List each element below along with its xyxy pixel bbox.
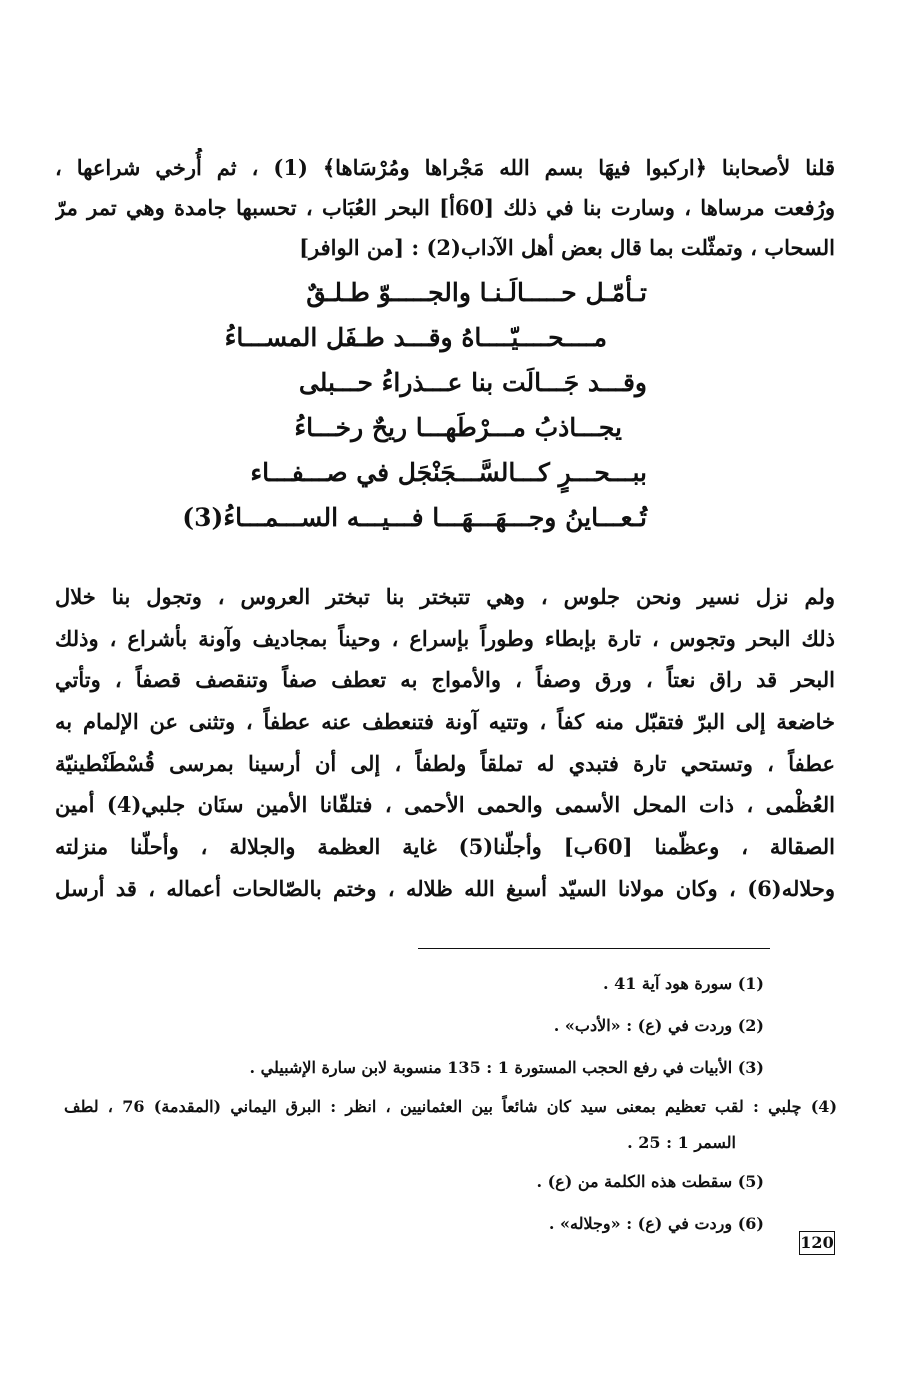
footnote-5: (5) سقطت هذه الكلمة من (ع) . — [536, 1172, 764, 1191]
footnote-6: (6) وردت في (ع) : «وجلاله» . — [548, 1214, 764, 1233]
verse-line: مــــحــــيّــــاهُ وقـــد طـفَل المســـاءُ — [224, 323, 607, 352]
verse-line: يجـــاذبُ مـــرْطَهـــا ريحٌ رخـــاءُ — [294, 413, 622, 442]
footnote-2: (2) وردت في (ع) : «الأدب» . — [553, 1016, 764, 1035]
footnote-3: (3) الأبيات في رفع الحجب المستورة 1 : 135 منسوبة لابن سارة الإشبيلي . — [249, 1058, 764, 1077]
footnote-divider — [418, 948, 770, 949]
text-line: الصقالة ، وعظّمنا [60ب] وأجلّنا(5) غاية العظمة والجلالة ، وأحلّنا منزلته — [55, 834, 835, 860]
poem-verses — [157, 270, 647, 540]
main-paragraph — [55, 576, 835, 910]
verse-line: ببـــحـــرٍ كـــالسَّـــجَنْجَل في صـــفـــاء — [250, 458, 647, 487]
text-line: ولم نزل نسير ونحن جلوس ، وهي تتبختر بنا تبختر العروس ، وتجول بنا خلال — [55, 584, 835, 609]
text-line: العُظْمى ، ذات المحل الأسمى والحمى الأحمى ، فتلقّانا الأمين سنَان جلبي(4) أمين — [55, 792, 835, 818]
text-line: ورُفعت مرساها ، وسارت بنا في ذلك [60أ] البحر العُبَاب ، تحسبها جامدة وهي تمر مرّ — [55, 195, 835, 220]
text-line: وحلاله(6) ، وكان مولانا السيّد أسبغ الله ظلاله ، وختم بالصّالحات أعماله ، قد أرسل — [55, 875, 835, 901]
verse-line: تُـعـــاينُ وجـــهَـــهَـــا فـــيـــه الســـمـــاءُ(3) — [182, 503, 647, 532]
opening-paragraph — [55, 148, 835, 268]
verse-line: وقـــد جَـــالَت بنا عـــذراءُ حـــبلى — [298, 368, 647, 397]
footnote-1: (1) سورة هود آية 41 . — [602, 974, 764, 993]
page-number: 120 — [799, 1231, 835, 1255]
footnote-4-continued: السمر 1 : 25 . — [627, 1133, 736, 1152]
text-line: السحاب ، وتمثّلت بما قال بعض أهل الآداب(2) : [من الوافر] — [299, 235, 835, 260]
verse-line: تـأمّـل حـــــالَـنـا والجـــــوّ طـلـقٌ — [306, 278, 647, 307]
text-line: عطفاً ، وتستحي تارة فتبدي له تملقاً ولطفاً ، إلى أن أرسينا بمرسى قُسْطَنْطينيّة — [55, 750, 835, 776]
text-line: البحر قد راق نعتاً ، ورق وصفاً ، والأمواج به تعطف صفاً وتنقصف قصفاً ، وتأتي — [55, 667, 835, 693]
text-line: ذلك البحر وتجوس ، تارة بإبطاء وطوراً بإسراع ، وحيناً بمجاديف وآونة بأشراع ، وذلك — [55, 625, 835, 651]
footnote-4: (4) چلبي : لقب تعظيم بمعنى سيد كان شائعاً بين العثمانيين ، انظر : البرق اليماني (المقدمة) 76 ، لطف — [64, 1097, 838, 1116]
text-line: قلنا لأصحابنا ﴿اركبوا فيهَا بسم الله مَجْراها ومُرْسَاها﴾ (1) ، ثم أُرخي شراعها ، — [55, 155, 835, 180]
text-line: خاضعة إلى البرّ فتقبّل منه كفاً ، وتتيه آونة فتنعطف عنه عطفاً ، وتثنى عن الإلمام به — [55, 709, 835, 735]
